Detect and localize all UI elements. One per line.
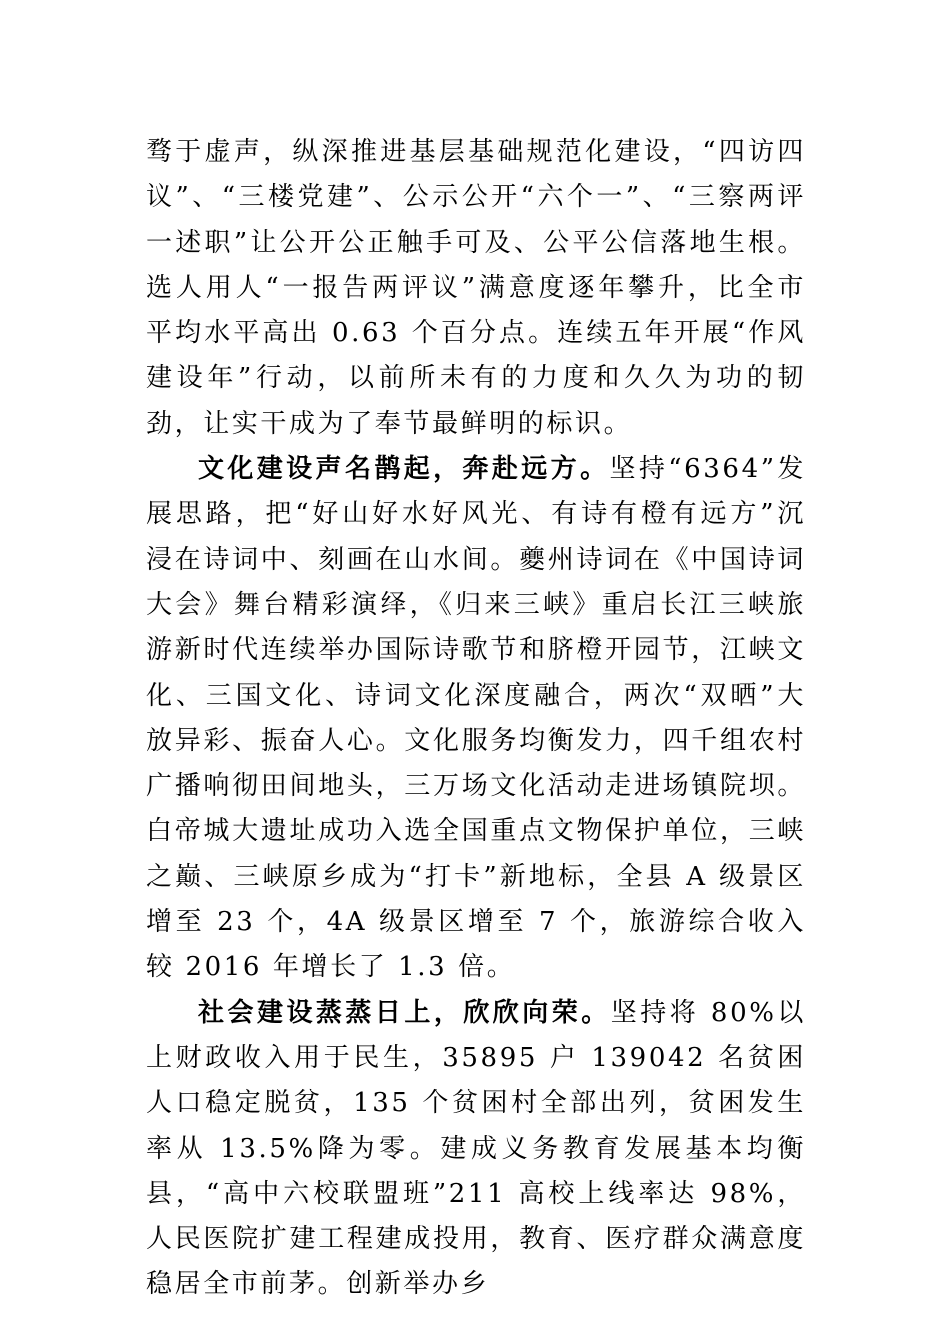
document-page xyxy=(146,130,806,1308)
paragraph-lead-heading: 社会建设蒸蒸日上，欣欣向荣。 xyxy=(198,997,611,1028)
paragraph-text: 骛于虚声，纵深推进基层基础规范化建设，“四访四议”、“三楼党建”、公示公开“六个一”、“三察两评一述职”让公开公正触手可及、公平公信落地生根。选人用人“一报告两评议”满意度逐年攀升，比全市平均水平高出 0.63 个百分点。连续五年开展“作风建设年”行动，以前所未有的力度和久久为功的韧劲，让实干成为了奉节最鲜明的标识。 xyxy=(146,137,806,439)
paragraph-lead-heading: 文化建设声名鹊起，奔赴远方。 xyxy=(198,454,610,485)
paragraph-party-building xyxy=(146,130,806,447)
paragraph-text: 坚持将 80%以上财政收入用于民生，35895 户 139042 名贫困人口稳定脱贫，135 个贫困村全部出列，贫困发生率从 13.5%降为零。建成义务教育发展基本均衡县，“高中六校联盟班”211 高校上线率达 98%，人民医院扩建工程建成投用，教育、医疗群众满意度稳居全市前茅。创新举办乡 xyxy=(146,997,806,1300)
paragraph-cultural-construction xyxy=(146,447,806,991)
paragraph-text: 坚持“6364”发展思路，把“好山好水好风光、有诗有橙有远方”沉浸在诗词中、刻画在山水间。夔州诗词在《中国诗词大会》舞台精彩演绎，《归来三峡》重启长江三峡旅游新时代连续举办国际诗歌节和脐橙开园节，江峡文化、三国文化、诗词文化深度融合，两次“双晒”大放异彩、振奋人心。文化服务均衡发力，四千组农村广播响彻田间地头，三万场文化活动走进场镇院坝。白帝城大遗址成功入选全国重点文物保护单位，三峡之巅、三峡原乡成为“打卡”新地标，全县 A 级景区增至 23 个，4A 级景区增至 7 个，旅游综合收入较 2016 年增长了 1.3 倍。 xyxy=(146,454,806,983)
paragraph-social-construction xyxy=(146,991,806,1308)
